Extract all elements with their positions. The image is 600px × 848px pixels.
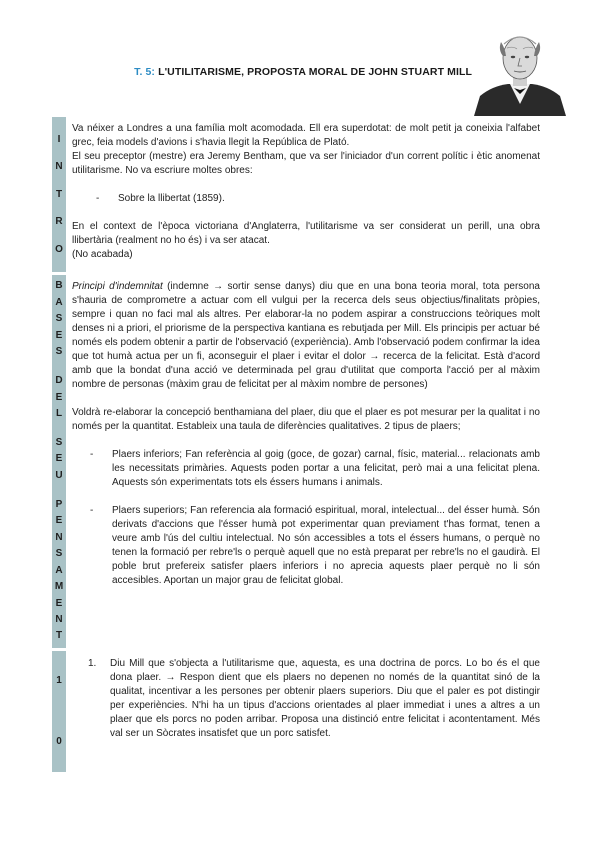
intro-note: (No acabada) [72,249,133,260]
label-letter: 1 [56,675,62,687]
label-letter: S [55,436,63,448]
label-letter: S [55,313,63,325]
label-letter: S [55,548,63,560]
intro-paragraph: Va néixer a Londres a una família molt acomodada. Ell era superdotat: de molt petit ja coneixia l'alfabet grec, feia models d'avions i s'havia llegit la República de Plató. [72,123,540,148]
item-number: 1. [88,658,97,669]
label-letter: P [55,498,63,510]
label-letter: E [55,329,63,341]
label-letter: 0 [56,735,62,747]
label-letter: N [55,161,63,172]
section-label-ten [52,651,66,772]
works-list-item [96,192,540,206]
label-letter: S [55,346,63,358]
label-letter: E [55,597,63,609]
label-letter: E [55,453,63,465]
principle-name: Principi d'indemnitat [72,281,163,292]
label-letter: E [55,515,63,527]
portrait-icon [474,26,566,116]
bullet-dash: - [90,449,94,460]
label-letter: M [54,581,64,593]
label-letter: A [55,296,63,308]
bullet-dash: - [90,505,94,516]
label-letter: T [55,630,63,642]
bases-paragraph: Voldrà re-elaborar la concepció benthamiana del plaer, diu que el plaer es pot mesurar per la qualitat i no només per la quantitat. Estableix una taula de diferències qualitatives. 2 tipus de plaers; [72,407,540,432]
label-letter: N [55,613,63,625]
principle-text: (indemne → sortir sense danys) diu que en una bona teoria moral, tota persona s'hauria de comprometre a actuar com ell vulgui per la recerca dels seus objectius/finalitats pròpies, sempre i quan no faci mal als altres. Per elaborar-la no podem aspirar a construccions teòriques molt denses ni a priori, el priorisme de la perspectiva kantiana es rebutjada per Mill. Els principis per actuar bé només els podem obtenir a partir de l'observació (experiència). Amb l'observació podem confirmar la idea que tot humà actua per un fi, aconseguir el plaer i evitar el dolor → recerca de la felicitat. Està d'acord amb que la bondat d'una acció ve determinada pel grau d'utilitat que comporta l'acció per al màxim nombre de personas (màxim grau de felicitat per al màxim nombre de persones) [72,281,540,390]
numbered-list-item [88,657,540,741]
intro-section [72,122,540,262]
pleasure-list-item [90,504,540,588]
topic-title: L'UTILITARISME, PROPOSTA MORAL DE JOHN STUART MILL [158,66,472,78]
bullet-dash: - [96,193,100,204]
label-letter: A [55,564,63,576]
work-title: Sobre la llibertat (1859). [118,193,225,204]
label-letter: I [57,133,61,145]
lower-pleasures: Plaers inferiors; Fan referència al goig (goce, de gozar) carnal, físic, material... relacionats amb les necessitats primàries. Aquests poden portar a una felicitat, però mai a una felicitat plena. Aquests són experimentats tots els éssers humans i animals. [112,449,540,488]
label-letter: T [55,188,63,200]
label-letter: O [55,243,63,255]
section-label-bases [52,275,66,648]
label-letter: D [55,375,63,387]
intro-paragraph: En el context de l'època victoriana d'Anglaterra, l'utilitarisme va ser considerat un perill, una obra llibertària (realment no ho és) i va ser atacat. [72,221,540,246]
topic-number: T. 5: [134,66,156,78]
label-letter: N [55,531,63,543]
item-text: Diu Mill que s'objecta a l'utilitarisme que, aquesta, es una doctrina de porcs. Lo bo és el que dona plaer. → Respon dient que els plaers no depenen no només de la quantitat sinó de la qualitat, incentivar a les persones per obtenir plaers superiors. Diu que el paler es pot distingir per experiències. N'hi ha un tipus d'accions orientades al plaer immediat i unes a altres a un plaer que els porcs no poden arribar. Proposa una distinció entre felicitat i acontentament. Més val ser un Sòcrates insatisfet que un porc satisfet. [110,658,540,739]
page-title [0,66,472,78]
label-letter: R [55,216,63,227]
label-letter: E [55,391,63,403]
label-letter: B [55,280,63,292]
bases-section [72,280,540,588]
label-letter: U [55,469,63,481]
higher-pleasures: Plaers superiors; Fan referencia ala formació espiritual, moral, intelectual... del ésser humà. Són derivats d'accions que l'ésser humà pot experimentar quan previament t'has format, tenen a veure amb l'ús del cultiu intelectual. No són accessibles a tots el éssers humans, o perquè no tenen la formació per rebre'ls o perquè aquell que no està preparat per rebre'ls no el gaudirà. El poble brut prefereix satisfer plaers inferiors i no aprecia aquests plaer perquè no li són accesibles. Aportan un major grau de felicitat global. [112,505,540,586]
pleasure-list-item [90,448,540,490]
ten-section [72,657,540,741]
section-label-intro [52,117,66,272]
label-letter: L [55,408,63,420]
intro-paragraph: El seu preceptor (mestre) era Jeremy Bentham, que va ser l'iniciador d'un corrent polític i ètic anomenat utilitarisme. No va escriure moltes obres: [72,151,540,176]
bases-paragraph [72,280,540,392]
